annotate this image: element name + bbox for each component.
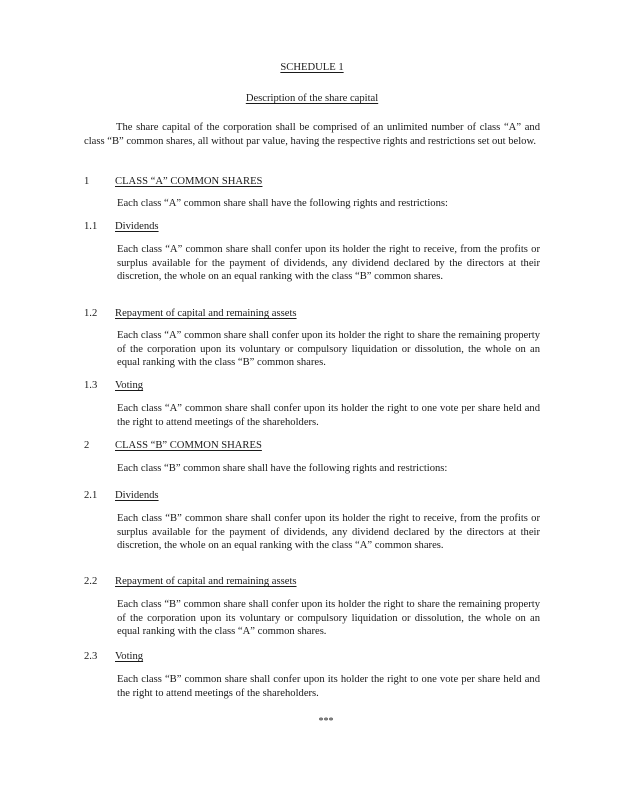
- subsection-1-3-heading: Voting: [115, 380, 144, 391]
- section-1-intro: Each class “A” common share shall have the following rights and restrictions:: [117, 198, 448, 209]
- subsection-2-2-text: Each class “B” common share shall confer upon its holder the right to share the remaining property of the corporation upon its voluntary or compulsory liquidation or dissolution, the whole on an equal ranking with the class “A” common shares.: [117, 599, 540, 637]
- subsection-2-3-text: Each class “B” common share shall confer upon its holder the right to one vote per share held and the right to attend meetings of the shareholders.: [117, 674, 540, 699]
- subsection-1-1-text: Each class “A” common share shall confer upon its holder the right to receive, from the profits or surplus available for the payment of dividends, any dividend declared by the directors at their discretion, the whole on an equal ranking with the class “B” common shares.: [117, 244, 540, 282]
- subsection-1-3-text: Each class “A” common share shall confer upon its holder the right to one vote per share held and the right to attend meetings of the shareholders.: [117, 403, 540, 428]
- subsection-1-2-text: Each class “A” common share shall confer upon its holder the right to share the remaining property of the corporation upon its voluntary or compulsory liquidation or dissolution, the whole on an equal ranking with the class “B” common shares.: [117, 330, 540, 368]
- subsection-2-1-number: 2.1: [84, 490, 98, 501]
- subsection-1-1-heading: Dividends: [115, 221, 159, 232]
- document-subtitle: Description of the share capital: [245, 93, 379, 104]
- section-2-number: 2: [84, 440, 90, 451]
- end-mark: ***: [318, 716, 334, 727]
- section-2-heading: CLASS “B” COMMON SHARES: [115, 440, 262, 451]
- subsection-1-3-number: 1.3: [84, 380, 98, 391]
- section-2-intro: Each class “B” common share shall have the following rights and restrictions:: [117, 463, 448, 474]
- subsection-1-2-heading: Repayment of capital and remaining assets: [115, 308, 297, 319]
- subsection-1-2-number: 1.2: [84, 308, 98, 319]
- section-1-number: 1: [84, 176, 90, 187]
- schedule-title: SCHEDULE 1: [280, 62, 344, 73]
- section-1-heading: CLASS “A” COMMON SHARES: [115, 176, 263, 187]
- subsection-2-3-heading: Voting: [115, 651, 144, 662]
- subsection-2-1-heading: Dividends: [115, 490, 159, 501]
- subsection-1-1-number: 1.1: [84, 221, 98, 232]
- subsection-2-2-heading: Repayment of capital and remaining assets: [115, 576, 297, 587]
- subsection-2-3-number: 2.3: [84, 651, 98, 662]
- subsection-2-1-text: Each class “B” common share shall confer upon its holder the right to receive, from the profits or surplus available for the payment of dividends, any dividend declared by the directors at their discretion, the whole on an equal ranking with the class “A” common shares.: [117, 513, 540, 551]
- subsection-2-2-number: 2.2: [84, 576, 98, 587]
- intro-paragraph: The share capital of the corporation shall be comprised of an unlimited number of class “A” and class “B” common shares, all without par value, having the respective rights and restrictions set out below.: [84, 122, 540, 147]
